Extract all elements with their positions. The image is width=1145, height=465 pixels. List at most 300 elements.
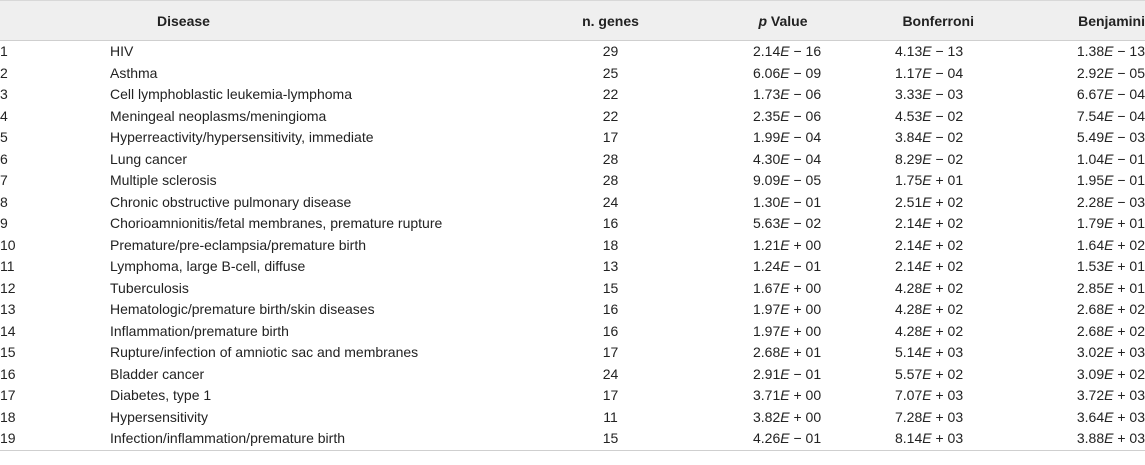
benjamini-value-e: E — [1104, 107, 1114, 124]
p-value-mantissa: 1.97 — [753, 301, 781, 317]
gene-count: 15 — [602, 279, 619, 296]
benjamini-value-e: E — [1104, 430, 1114, 446]
p-value-e: E — [780, 301, 790, 317]
benjamini-value-e: E — [1104, 236, 1114, 253]
disease-name: Hyperreactivity/hypersensitivity, immediate — [110, 129, 374, 145]
table-row — [0, 170, 1145, 192]
bonferroni-value-exponent: + 03 — [931, 344, 964, 360]
bonferroni-value-mantissa: 7.07 — [895, 387, 923, 403]
table-row — [0, 106, 1145, 128]
benjamini-value — [1002, 213, 1145, 235]
benjamini-value-mantissa: 1.04 — [1076, 150, 1105, 167]
p-value-exponent: − 01 — [789, 193, 822, 210]
table-row — [0, 364, 1145, 386]
bonferroni-value-exponent: + 01 — [931, 172, 964, 188]
bonferroni-value-exponent: + 02 — [931, 258, 964, 274]
bonferroni-value — [857, 63, 1002, 85]
header-pvalue-label: Value — [767, 12, 808, 29]
gene-count: 29 — [602, 43, 619, 59]
disease-name: Chronic obstructive pulmonary disease — [110, 193, 352, 210]
disease-name: Meningeal neoplasms/meningioma — [110, 107, 327, 124]
table-row — [0, 342, 1145, 364]
p-value-mantissa: 2.68 — [753, 344, 781, 360]
benjamini-value-exponent: + 01 — [1113, 258, 1145, 274]
bonferroni-value-e: E — [922, 279, 932, 296]
disease-name: Inflammation/premature birth — [110, 322, 289, 339]
disease-name: Asthma — [110, 64, 158, 81]
table-row — [0, 213, 1145, 235]
benjamini-value — [1002, 149, 1145, 171]
p-value — [709, 428, 857, 450]
bonferroni-value — [857, 407, 1002, 429]
row-number: 15 — [0, 344, 16, 360]
bonferroni-value-mantissa: 5.57 — [895, 365, 923, 382]
bonferroni-value-exponent: − 02 — [931, 129, 964, 145]
gene-count: 15 — [512, 428, 709, 450]
p-value-exponent: + 00 — [789, 322, 822, 339]
disease-name: Tuberculosis — [110, 279, 189, 296]
p-value — [709, 385, 857, 407]
benjamini-value-exponent: + 02 — [1113, 301, 1145, 317]
bonferroni-value-mantissa: 1.75 — [895, 172, 923, 188]
benjamini-value-mantissa: 1.79 — [1076, 215, 1105, 231]
bonferroni-value-e: E — [922, 129, 932, 145]
disease-name: Hypersensitivity — [110, 408, 209, 425]
p-value-e: E — [780, 129, 790, 145]
gene-count: 18 — [602, 236, 619, 253]
bonferroni-value-e: E — [922, 64, 932, 81]
p-value-mantissa: 3.71 — [753, 387, 781, 403]
p-value-mantissa: 9.09 — [753, 172, 781, 188]
disease-name: Multiple sclerosis — [110, 172, 217, 188]
bonferroni-value-e: E — [922, 322, 932, 339]
benjamini-value — [1002, 299, 1145, 321]
p-value-e: E — [780, 387, 790, 403]
benjamini-value — [1002, 278, 1145, 300]
p-value-e: E — [780, 86, 790, 102]
benjamini-value — [1002, 235, 1145, 257]
benjamini-value-e: E — [1104, 279, 1114, 296]
bonferroni-value-mantissa: 7.28 — [895, 408, 923, 425]
table-row — [0, 321, 1145, 343]
disease-name: Rupture/infection of amniotic sac and membranes — [110, 344, 419, 360]
table-row — [0, 385, 1145, 407]
disease-name: Cell lymphoblastic leukemia-lymphoma — [110, 86, 352, 102]
table-row — [0, 149, 1145, 171]
bonferroni-value — [857, 385, 1002, 407]
bonferroni-value-mantissa: 2.14 — [895, 215, 923, 231]
row-number: 5 — [0, 129, 8, 145]
benjamini-value-e: E — [1104, 172, 1114, 188]
p-value-e: E — [780, 258, 790, 274]
p-value-mantissa: 1.67 — [753, 279, 781, 296]
benjamini-value-exponent: − 13 — [1113, 43, 1145, 59]
p-value — [709, 299, 857, 321]
p-value-exponent: + 00 — [789, 279, 822, 296]
bonferroni-value-exponent: + 03 — [931, 430, 964, 446]
bonferroni-value-exponent: + 02 — [931, 236, 964, 253]
table-row — [0, 41, 1145, 63]
benjamini-value-e: E — [1104, 365, 1114, 382]
p-value-exponent: − 05 — [789, 172, 822, 188]
row-number: 11 — [0, 258, 15, 274]
bonferroni-value — [857, 256, 1002, 278]
benjamini-value-mantissa: 2.85 — [1076, 279, 1105, 296]
p-value — [709, 192, 857, 214]
header-disease: Disease — [0, 1, 512, 41]
table-row — [0, 84, 1145, 106]
disease-name: Lymphoma, large B-cell, diffuse — [110, 258, 306, 274]
benjamini-value-mantissa: 2.28 — [1076, 193, 1105, 210]
benjamini-value-e: E — [1104, 344, 1114, 360]
p-value-e: E — [780, 215, 790, 231]
p-value — [709, 170, 857, 192]
p-value-mantissa: 1.24 — [753, 258, 781, 274]
row-number: 10 — [0, 236, 16, 253]
bonferroni-value-mantissa: 3.84 — [895, 129, 923, 145]
table-row — [0, 299, 1145, 321]
p-value — [709, 106, 857, 128]
disease-name: Chorioamnionitis/fetal membranes, premature rupture — [110, 215, 443, 231]
row-number: 4 — [0, 107, 8, 124]
p-value-e: E — [780, 279, 790, 296]
p-value-mantissa: 1.21 — [753, 236, 781, 253]
table-row — [0, 256, 1145, 278]
bonferroni-value — [857, 149, 1002, 171]
p-value-e: E — [780, 107, 790, 124]
benjamini-value-mantissa: 5.49 — [1076, 129, 1105, 145]
bonferroni-value — [857, 106, 1002, 128]
header-benjamini: Benjamini — [1002, 1, 1145, 41]
p-value-e: E — [780, 322, 790, 339]
gene-count: 17 — [602, 387, 619, 403]
gene-count: 16 — [602, 322, 619, 339]
p-value-mantissa: 4.26 — [753, 430, 781, 446]
benjamini-value-mantissa: 3.72 — [1076, 387, 1105, 403]
benjamini-value — [1002, 385, 1145, 407]
benjamini-value-exponent: − 05 — [1113, 64, 1145, 81]
header-genes: n. genes — [512, 1, 709, 41]
row-number: 12 — [0, 279, 16, 296]
p-value-e: E — [780, 172, 790, 188]
p-value — [709, 149, 857, 171]
bonferroni-value-e: E — [922, 430, 932, 446]
p-value-e: E — [780, 193, 790, 210]
table-row — [0, 235, 1145, 257]
p-value-e: E — [780, 408, 790, 425]
benjamini-value-e: E — [1104, 86, 1114, 102]
p-value-exponent: − 02 — [789, 215, 822, 231]
bonferroni-value-exponent: + 03 — [931, 408, 964, 425]
p-value-exponent: − 09 — [789, 64, 822, 81]
p-value — [709, 213, 857, 235]
p-value — [709, 364, 857, 386]
benjamini-value-e: E — [1104, 387, 1114, 403]
benjamini-value-exponent: + 03 — [1113, 430, 1145, 446]
bonferroni-value-mantissa: 8.29 — [895, 150, 923, 167]
bonferroni-value-e: E — [922, 215, 932, 231]
bonferroni-value — [857, 213, 1002, 235]
bonferroni-value-exponent: − 04 — [931, 64, 964, 81]
benjamini-value-exponent: + 02 — [1113, 365, 1145, 382]
disease-name: Infection/inflammation/premature birth — [110, 428, 512, 450]
p-value-mantissa: 2.35 — [753, 107, 781, 124]
benjamini-value-mantissa: 2.68 — [1076, 322, 1105, 339]
p-value-mantissa: 4.30 — [753, 150, 781, 167]
bonferroni-value — [857, 41, 1002, 63]
table-row — [0, 278, 1145, 300]
p-value-mantissa: 5.63 — [753, 215, 781, 231]
bonferroni-value — [857, 127, 1002, 149]
benjamini-value — [1002, 428, 1145, 450]
benjamini-value-e: E — [1104, 43, 1114, 59]
disease-name: Hematologic/premature birth/skin diseases — [110, 301, 375, 317]
bonferroni-value-e: E — [922, 365, 932, 382]
p-value — [709, 321, 857, 343]
row-number: 13 — [0, 301, 16, 317]
gene-count: 11 — [603, 408, 618, 425]
gene-count: 16 — [602, 301, 619, 317]
benjamini-value — [1002, 127, 1145, 149]
header-pvalue-p: p — [758, 12, 768, 29]
benjamini-value-mantissa: 6.67 — [1076, 86, 1105, 102]
p-value-exponent: − 04 — [789, 150, 822, 167]
header-pvalue — [709, 1, 857, 41]
benjamini-value-e: E — [1104, 408, 1114, 425]
bonferroni-value-mantissa: 4.28 — [895, 322, 923, 339]
table-header-row — [0, 1, 1145, 41]
gene-count: 22 — [602, 107, 619, 124]
table-row — [0, 192, 1145, 214]
bonferroni-value — [857, 428, 1002, 450]
row-number: 17 — [0, 387, 16, 403]
benjamini-value-mantissa: 2.68 — [1076, 301, 1105, 317]
bonferroni-value-mantissa: 4.53 — [895, 107, 923, 124]
disease-name: Lung cancer — [110, 150, 188, 167]
table-body — [0, 41, 1145, 451]
table-row — [0, 63, 1145, 85]
bonferroni-value — [857, 342, 1002, 364]
bonferroni-value-e: E — [922, 150, 932, 167]
p-value-e: E — [780, 430, 790, 446]
p-value-e: E — [780, 365, 790, 382]
row-number: 9 — [0, 215, 8, 231]
p-value-exponent: − 01 — [789, 430, 822, 446]
benjamini-value-exponent: − 01 — [1113, 150, 1145, 167]
p-value-mantissa: 1.30 — [753, 193, 781, 210]
row-number: 16 — [0, 365, 16, 382]
p-value-exponent: + 00 — [789, 387, 822, 403]
bonferroni-value-e: E — [922, 43, 932, 59]
benjamini-value-exponent: − 03 — [1113, 193, 1145, 210]
p-value-exponent: − 06 — [789, 107, 822, 124]
p-value-exponent: − 16 — [789, 43, 822, 59]
bonferroni-value-e: E — [922, 107, 932, 124]
p-value-e: E — [780, 236, 790, 253]
benjamini-value-mantissa: 1.38 — [1076, 43, 1105, 59]
benjamini-value — [1002, 170, 1145, 192]
header-bonferroni: Bonferroni — [857, 1, 1002, 41]
p-value-e: E — [780, 344, 790, 360]
benjamini-value-mantissa: 1.64 — [1076, 236, 1105, 253]
bonferroni-value-exponent: − 02 — [931, 107, 964, 124]
benjamini-value-mantissa: 3.64 — [1076, 408, 1105, 425]
p-value-mantissa: 1.97 — [753, 322, 781, 339]
bonferroni-value-mantissa: 3.33 — [895, 86, 923, 102]
benjamini-value-exponent: + 02 — [1113, 236, 1145, 253]
bonferroni-value-exponent: + 02 — [931, 193, 964, 210]
p-value-mantissa: 1.99 — [753, 129, 781, 145]
p-value-e: E — [780, 43, 790, 59]
p-value-mantissa: 3.82 — [753, 408, 781, 425]
disease-name: HIV — [110, 43, 134, 59]
p-value-exponent: − 06 — [789, 86, 822, 102]
benjamini-value-mantissa: 2.92 — [1076, 64, 1105, 81]
p-value-exponent: + 01 — [789, 344, 822, 360]
p-value — [709, 407, 857, 429]
p-value — [709, 342, 857, 364]
benjamini-value — [1002, 407, 1145, 429]
bonferroni-value — [857, 235, 1002, 257]
p-value — [709, 84, 857, 106]
row-number: 3 — [0, 86, 8, 102]
row-number: 6 — [0, 150, 8, 167]
row-number: 2 — [0, 64, 8, 81]
table-row — [0, 428, 1145, 450]
benjamini-value — [1002, 192, 1145, 214]
row-number: 19 — [0, 428, 110, 450]
benjamini-value-exponent: + 03 — [1113, 387, 1145, 403]
benjamini-value-exponent: + 01 — [1113, 215, 1145, 231]
benjamini-value — [1002, 63, 1145, 85]
bonferroni-value-e: E — [922, 193, 932, 210]
row-number: 8 — [0, 193, 8, 210]
benjamini-value-exponent: + 03 — [1113, 408, 1145, 425]
gene-count: 17 — [602, 344, 619, 360]
p-value-mantissa: 6.06 — [753, 64, 781, 81]
bonferroni-value-e: E — [922, 387, 932, 403]
bonferroni-value-e: E — [922, 344, 932, 360]
gene-count: 28 — [602, 172, 619, 188]
table-row — [0, 407, 1145, 429]
benjamini-value-mantissa: 1.53 — [1076, 258, 1105, 274]
gene-count: 24 — [602, 193, 619, 210]
p-value — [709, 127, 857, 149]
bonferroni-value-e: E — [922, 301, 932, 317]
bonferroni-value-e: E — [922, 258, 932, 274]
row-number: 7 — [0, 172, 8, 188]
bonferroni-value-e: E — [922, 86, 932, 102]
gene-count: 16 — [602, 215, 619, 231]
gene-count: 13 — [602, 258, 619, 274]
p-value-exponent: + 00 — [789, 236, 822, 253]
benjamini-value-e: E — [1104, 215, 1114, 231]
p-value-mantissa: 1.73 — [753, 86, 781, 102]
p-value — [709, 63, 857, 85]
bonferroni-value — [857, 84, 1002, 106]
gene-count: 28 — [602, 150, 619, 167]
p-value-mantissa: 2.14 — [753, 43, 781, 59]
bonferroni-value-mantissa: 4.13 — [895, 43, 923, 59]
p-value-exponent: + 00 — [789, 408, 822, 425]
bonferroni-value-mantissa: 5.14 — [895, 344, 923, 360]
benjamini-value — [1002, 106, 1145, 128]
benjamini-value — [1002, 321, 1145, 343]
bonferroni-value-exponent: + 02 — [931, 279, 964, 296]
benjamini-value — [1002, 84, 1145, 106]
bonferroni-value-mantissa: 4.28 — [895, 301, 923, 317]
gene-count: 24 — [602, 365, 619, 382]
p-value-exponent: − 04 — [789, 129, 822, 145]
bonferroni-value-exponent: + 02 — [931, 365, 964, 382]
bonferroni-value-e: E — [922, 236, 932, 253]
bonferroni-value-exponent: + 03 — [931, 387, 964, 403]
bonferroni-value-mantissa: 1.17 — [895, 64, 923, 81]
gene-count: 25 — [602, 64, 619, 81]
bonferroni-value-mantissa: 4.28 — [895, 279, 923, 296]
benjamini-value — [1002, 41, 1145, 63]
p-value-exponent: + 00 — [789, 301, 822, 317]
bonferroni-value — [857, 192, 1002, 214]
benjamini-value-mantissa: 3.88 — [1076, 430, 1105, 446]
benjamini-value-exponent: + 01 — [1113, 279, 1145, 296]
benjamini-value — [1002, 364, 1145, 386]
disease-name: Premature/pre-eclampsia/premature birth — [110, 236, 366, 253]
bonferroni-value-exponent: + 02 — [931, 301, 964, 317]
gene-count: 22 — [602, 86, 619, 102]
p-value-exponent: − 01 — [789, 258, 822, 274]
table-row — [0, 127, 1145, 149]
bonferroni-value-exponent: + 02 — [931, 322, 964, 339]
benjamini-value — [1002, 256, 1145, 278]
bonferroni-value-exponent: − 02 — [931, 150, 964, 167]
benjamini-value-e: E — [1104, 258, 1114, 274]
bonferroni-value — [857, 364, 1002, 386]
benjamini-value-exponent: − 04 — [1113, 107, 1145, 124]
bonferroni-value-mantissa: 2.14 — [895, 258, 923, 274]
p-value-e: E — [780, 64, 790, 81]
bonferroni-value-mantissa: 8.14 — [895, 430, 923, 446]
disease-name: Bladder cancer — [110, 365, 205, 382]
disease-name: Diabetes, type 1 — [110, 387, 212, 403]
row-number: 1 — [0, 43, 8, 59]
benjamini-value-e: E — [1104, 150, 1114, 167]
benjamini-value-mantissa: 1.95 — [1076, 172, 1105, 188]
p-value — [709, 278, 857, 300]
bonferroni-value-e: E — [922, 408, 932, 425]
p-value — [709, 41, 857, 63]
benjamini-value-e: E — [1104, 193, 1114, 210]
p-value — [709, 256, 857, 278]
benjamini-value-exponent: + 03 — [1113, 344, 1145, 360]
benjamini-value-exponent: − 03 — [1113, 129, 1145, 145]
bonferroni-value — [857, 299, 1002, 321]
bonferroni-value — [857, 170, 1002, 192]
benjamini-value-exponent: − 01 — [1113, 172, 1145, 188]
benjamini-value-e: E — [1104, 64, 1114, 81]
bonferroni-value — [857, 321, 1002, 343]
benjamini-value-e: E — [1104, 301, 1114, 317]
benjamini-value — [1002, 342, 1145, 364]
benjamini-value-mantissa: 3.09 — [1076, 365, 1105, 382]
p-value-mantissa: 2.91 — [753, 365, 781, 382]
benjamini-value-mantissa: 7.54 — [1076, 107, 1105, 124]
row-number: 18 — [0, 408, 16, 425]
bonferroni-value-exponent: − 13 — [931, 43, 964, 59]
gene-count: 17 — [602, 129, 619, 145]
bonferroni-value-exponent: − 03 — [931, 86, 964, 102]
benjamini-value-exponent: − 04 — [1113, 86, 1145, 102]
